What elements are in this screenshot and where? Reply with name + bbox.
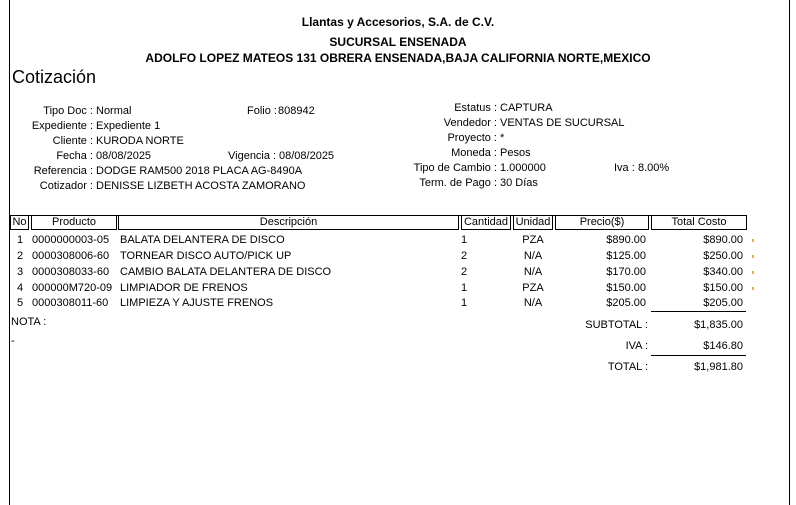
row-marker xyxy=(752,239,754,242)
row-producto: 0000000003-05 xyxy=(32,234,110,246)
field-value-vendedor: VENTAS DE SUCURSAL xyxy=(500,117,625,129)
row-total: $205.00 xyxy=(703,297,743,309)
row-descripcion: TORNEAR DISCO AUTO/PICK UP xyxy=(120,250,292,262)
col-header-producto: Producto xyxy=(31,215,117,230)
branch-address: ADOLFO LOPEZ MATEOS 131 OBRERA ENSENADA,BAJA CALIFORNIA NORTE,MEXICO xyxy=(145,51,651,65)
field-value-proyecto: * xyxy=(500,132,505,144)
col-header-cantidad: Cantidad xyxy=(461,215,511,230)
row-precio: $170.00 xyxy=(606,266,646,278)
row-producto: 0000308011-60 xyxy=(32,297,109,309)
row-descripcion: BALATA DELANTERA DE DISCO xyxy=(120,234,285,246)
field-value-estatus: CAPTURA xyxy=(500,102,553,114)
field-label-fecha: Fecha : xyxy=(56,150,93,162)
row-unidad: N/A xyxy=(523,266,543,278)
field-label-tipo-doc: Tipo Doc : xyxy=(43,105,93,117)
iva-rate-value: 8.00% xyxy=(638,162,670,174)
field-value-term-pago: 30 Días xyxy=(500,177,538,189)
folio-label: Folio : xyxy=(247,105,277,117)
field-label-estatus: Estatus : xyxy=(454,102,497,114)
row-total: $150.00 xyxy=(703,282,743,294)
row-descripcion: LIMPIADOR DE FRENOS xyxy=(120,282,248,294)
row-cantidad: 2 xyxy=(461,266,468,278)
field-value-tipo-cambio: 1.000000 xyxy=(500,162,546,174)
row-producto: 0000308006-60 xyxy=(32,250,110,262)
col-header-no: No xyxy=(10,215,29,230)
field-value-moneda: Pesos xyxy=(500,147,531,159)
subtotal-value: $1,835.00 xyxy=(694,319,743,331)
nota-value: - xyxy=(11,335,15,347)
field-label-term-pago: Term. de Pago : xyxy=(419,177,497,189)
field-label-cliente: Cliente : xyxy=(52,135,93,147)
row-marker xyxy=(752,287,754,290)
row-no: 2 xyxy=(17,250,24,262)
field-label-expediente: Expediente : xyxy=(31,120,93,132)
subtotal-rule xyxy=(651,311,746,312)
iva-rate-label: Iva : xyxy=(614,162,635,174)
row-no: 3 xyxy=(17,266,24,278)
page-title: Cotización xyxy=(12,67,97,87)
col-header-precio: Precio($) xyxy=(555,215,649,230)
field-label-tipo-cambio: Tipo de Cambio : xyxy=(413,162,497,174)
company-name: Llantas y Accesorios, S.A. de C.V. xyxy=(301,15,495,29)
row-unidad: N/A xyxy=(523,250,543,262)
row-no: 1 xyxy=(17,234,24,246)
field-label-cotizador: Cotizador : xyxy=(39,180,93,192)
row-cantidad: 1 xyxy=(461,297,468,309)
field-value-cliente: KURODA NORTE xyxy=(96,135,184,147)
vigencia-value: 08/08/2025 xyxy=(279,150,335,162)
row-total: $250.00 xyxy=(703,250,743,262)
vigencia-label: Vigencia : xyxy=(228,150,277,162)
iva-label: IVA : xyxy=(625,340,648,352)
field-label-proyecto: Proyecto : xyxy=(447,132,497,144)
row-descripcion: CAMBIO BALATA DELANTERA DE DISCO xyxy=(120,266,332,278)
right-border xyxy=(789,0,790,505)
row-unidad: PZA xyxy=(522,234,544,246)
row-marker xyxy=(752,271,754,274)
row-unidad: PZA xyxy=(522,282,544,294)
row-precio: $125.00 xyxy=(606,250,646,262)
field-label-moneda: Moneda : xyxy=(451,147,497,159)
col-header-descripcion: Descripción xyxy=(118,215,459,230)
row-cantidad: 1 xyxy=(461,234,468,246)
row-total: $890.00 xyxy=(703,234,743,246)
row-descripcion: LIMPIEZA Y AJUSTE FRENOS xyxy=(120,297,274,309)
row-precio: $890.00 xyxy=(606,234,646,246)
row-no: 5 xyxy=(17,297,24,309)
row-unidad: N/A xyxy=(523,297,543,309)
field-value-expediente: Expediente 1 xyxy=(96,120,161,132)
total-rule xyxy=(651,355,746,356)
iva-value: $146.80 xyxy=(703,340,743,352)
col-header-total-costo: Total Costo xyxy=(651,215,747,230)
row-no: 4 xyxy=(17,282,24,294)
total-value: $1,981.80 xyxy=(694,361,743,373)
row-cantidad: 2 xyxy=(461,250,468,262)
row-producto: 0000308033-60 xyxy=(32,266,110,278)
total-label: TOTAL : xyxy=(607,361,648,373)
nota-label: NOTA : xyxy=(11,316,47,328)
subtotal-label: SUBTOTAL : xyxy=(585,319,648,331)
field-label-referencia: Referencia : xyxy=(33,165,93,177)
field-value-tipo-doc: Normal xyxy=(96,105,132,117)
branch-name: SUCURSAL ENSENADA xyxy=(329,35,467,49)
row-precio: $150.00 xyxy=(606,282,646,294)
field-value-cotizador: DENISSE LIZBETH ACOSTA ZAMORANO xyxy=(96,180,306,192)
left-border xyxy=(9,0,10,505)
col-header-unidad: Unidad xyxy=(513,215,553,230)
field-value-referencia: DODGE RAM500 2018 PLACA AG-8490A xyxy=(96,165,303,177)
row-cantidad: 1 xyxy=(461,282,468,294)
row-marker xyxy=(752,255,754,258)
row-total: $340.00 xyxy=(703,266,743,278)
folio-value: 808942 xyxy=(278,105,315,117)
row-producto: 000000M720-09 xyxy=(32,282,113,294)
field-label-vendedor: Vendedor : xyxy=(443,117,497,129)
row-precio: $205.00 xyxy=(606,297,646,309)
field-value-fecha: 08/08/2025 xyxy=(96,150,152,162)
